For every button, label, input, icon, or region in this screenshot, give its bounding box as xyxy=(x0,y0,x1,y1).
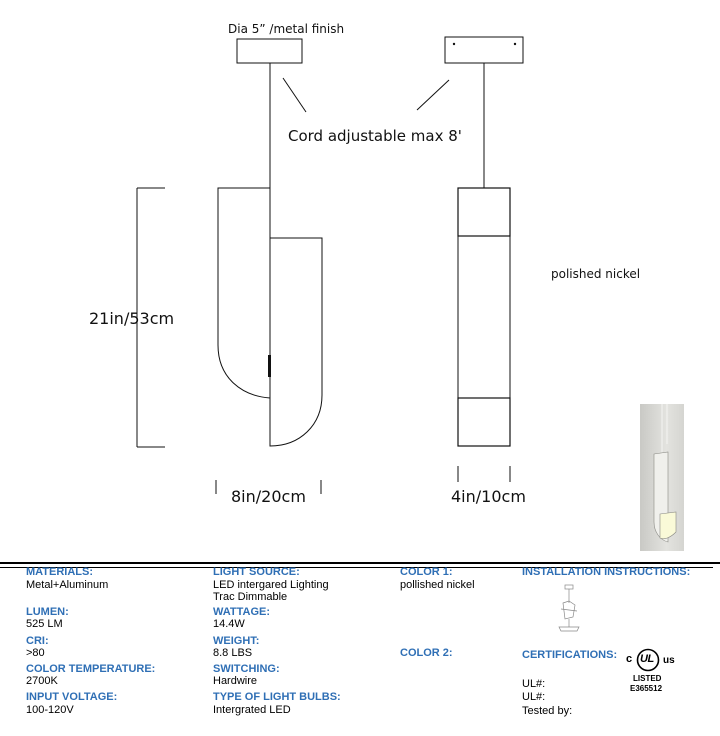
color2-label: COLOR 2: xyxy=(400,647,453,659)
weight-label: WEIGHT: xyxy=(213,635,260,647)
side-shade-left xyxy=(218,188,270,398)
cord-pointer-left xyxy=(283,78,306,112)
bulb-type-value: Intergrated LED xyxy=(213,704,291,716)
color-temp-value: 2700K xyxy=(26,675,58,687)
product-thumbnail xyxy=(640,404,684,551)
side-shade-right xyxy=(270,238,322,446)
materials-value: Metal+Aluminum xyxy=(26,579,109,591)
input-voltage-label: INPUT VOLTAGE: xyxy=(26,691,118,703)
wattage-label: WATTAGE: xyxy=(213,606,271,618)
switching-label: SWITCHING: xyxy=(213,663,280,675)
light-source-value-2: Trac Dimmable xyxy=(213,591,288,603)
cri-value: >80 xyxy=(26,647,45,659)
ul2-label: UL#: xyxy=(522,691,546,703)
switching-value: Hardwire xyxy=(213,675,258,687)
ul-listed: LISTED xyxy=(633,674,662,683)
input-voltage-value: 100-120V xyxy=(26,704,74,716)
ul-listed-mark xyxy=(622,648,686,698)
wattage-value: 14.4W xyxy=(213,618,245,630)
ul-c: c xyxy=(626,653,633,665)
ul1-label: UL#: xyxy=(522,678,546,690)
side-canopy xyxy=(237,39,302,63)
height-dimension: 21in/53cm xyxy=(89,309,175,328)
color-temp-label: COLOR TEMPERATURE: xyxy=(26,663,156,675)
ul-text: UL xyxy=(640,653,654,665)
width-dimension: 8in/20cm xyxy=(231,487,306,506)
cord-note: Cord adjustable max 8' xyxy=(288,127,462,145)
divider-thick xyxy=(0,562,720,564)
materials-label: MATERIALS: xyxy=(26,566,94,578)
color1-value: pollished nickel xyxy=(400,579,475,591)
finish-note: polished nickel xyxy=(551,267,641,281)
weight-value: 8.8 LBS xyxy=(213,647,253,659)
front-canopy xyxy=(445,37,523,63)
install-label: INSTALLATION INSTRUCTIONS: xyxy=(522,566,691,578)
tested-label: Tested by: xyxy=(522,705,573,717)
color1-label: COLOR 1: xyxy=(400,566,453,578)
lumen-label: LUMEN: xyxy=(26,606,69,618)
installation-diagram-icon xyxy=(553,583,585,635)
front-body xyxy=(458,188,510,446)
ul-us: us xyxy=(663,655,675,666)
ul-number: E365512 xyxy=(630,684,663,693)
cord-pointer-right xyxy=(417,80,449,110)
light-source-label: LIGHT SOURCE: xyxy=(213,566,300,578)
lumen-value: 525 LM xyxy=(26,618,63,630)
bulb-type-label: TYPE OF LIGHT BULBS: xyxy=(213,691,341,703)
dia-note: Dia 5” /metal finish xyxy=(228,22,345,36)
depth-dimension: 4in/10cm xyxy=(451,487,526,506)
light-source-value-1: LED intergared Lighting xyxy=(213,579,329,591)
cri-label: CRI: xyxy=(26,635,49,647)
certifications-label: CERTIFICATIONS: xyxy=(522,649,618,661)
